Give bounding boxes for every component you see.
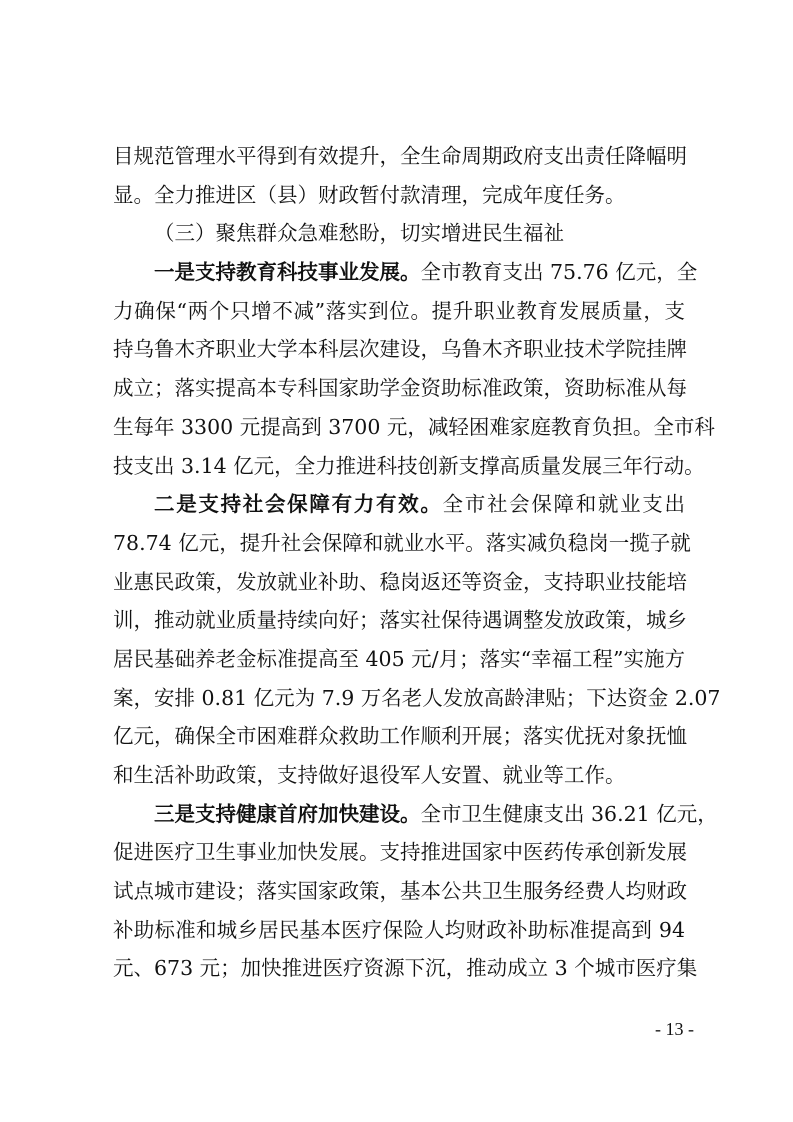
text-line: 成立；落实提高本专科国家助学金资助标准政策，资助标准从每 (113, 376, 687, 401)
paragraph-lead-line (113, 253, 698, 292)
page-number: - 13 - (655, 1019, 694, 1039)
section-heading: （三）聚焦群众急难愁盼，切实增进民生福祉 (154, 221, 564, 246)
paragraph-heading: 三是支持健康首府加快建设。 (154, 801, 421, 826)
text-line: 目规范管理水平得到有效提升，全生命周期政府支出责任降幅明 (113, 144, 687, 168)
text-line: 78.74 亿元，提升社会保障和就业水平。落实减负稳岗一揽子就 (113, 530, 691, 555)
paragraph-lead-text: 全市卫生健康支出 36.21 亿元， (420, 801, 718, 826)
body-text (113, 137, 721, 988)
paragraph-heading: 二是支持社会保障有力有效。 (154, 492, 443, 517)
text-line: 技支出 3.14 亿元，全力推进科技创新支撑高质量发展三年行动。 (113, 453, 705, 478)
text-line: 补助标准和城乡居民基本医疗保险人均财政补助标准提高到 94 (113, 917, 685, 942)
text-line: 和生活补助政策，支持做好退役军人安置、就业等工作。 (113, 763, 626, 787)
paragraph-heading: 一是支持教育科技事业发展。 (154, 260, 421, 285)
text-line: 试点城市建设；落实国家政策，基本公共卫生服务经费人均财政 (113, 879, 687, 904)
text-line: 亿元，确保全市困难群众救助工作顺利开展；落实优抚对象抚恤 (113, 724, 687, 749)
paragraph-lead-line (113, 485, 685, 524)
text-line: 持乌鲁木齐职业大学本科层次建设，乌鲁木齐职业技术学院挂牌 (113, 337, 687, 362)
paragraph-lead-text: 全市社会保障和就业支出 (442, 492, 686, 517)
text-line: 案，安排 0.81 亿元为 7.9 万名老人发放高龄津贴；下达资金 2.07 (113, 685, 721, 710)
text-line: 业惠民政策，发放就业补助、稳岗返还等资金，支持职业技能培 (113, 569, 687, 594)
text-line: 生每年 3300 元提高到 3700 元，减轻困难家庭教育负担。全市科 (113, 414, 715, 439)
text-line: 训，推动就业质量持续向好；落实社保待遇调整发放政策，城乡 (113, 608, 687, 633)
text-line: 居民基础养老金标准提高至 405 元/月；落实“幸福工程”实施方 (113, 646, 686, 671)
text-line: 元、673 元；加快推进医疗资源下沉，推动成立 3 个城市医疗集 (113, 956, 698, 981)
text-line: 力确保“两个只增不减”落实到位。提升职业教育发展质量，支 (113, 298, 685, 323)
paragraph-lead-text: 全市教育支出 75.76 亿元，全 (420, 260, 698, 285)
text-line: 促进医疗卫生事业加快发展。支持推进国家中医药传承创新发展 (113, 840, 687, 865)
text-line: 显。全力推进区（县）财政暂付款清理，完成年度任务。 (113, 182, 626, 207)
paragraph-lead-line (113, 795, 718, 834)
